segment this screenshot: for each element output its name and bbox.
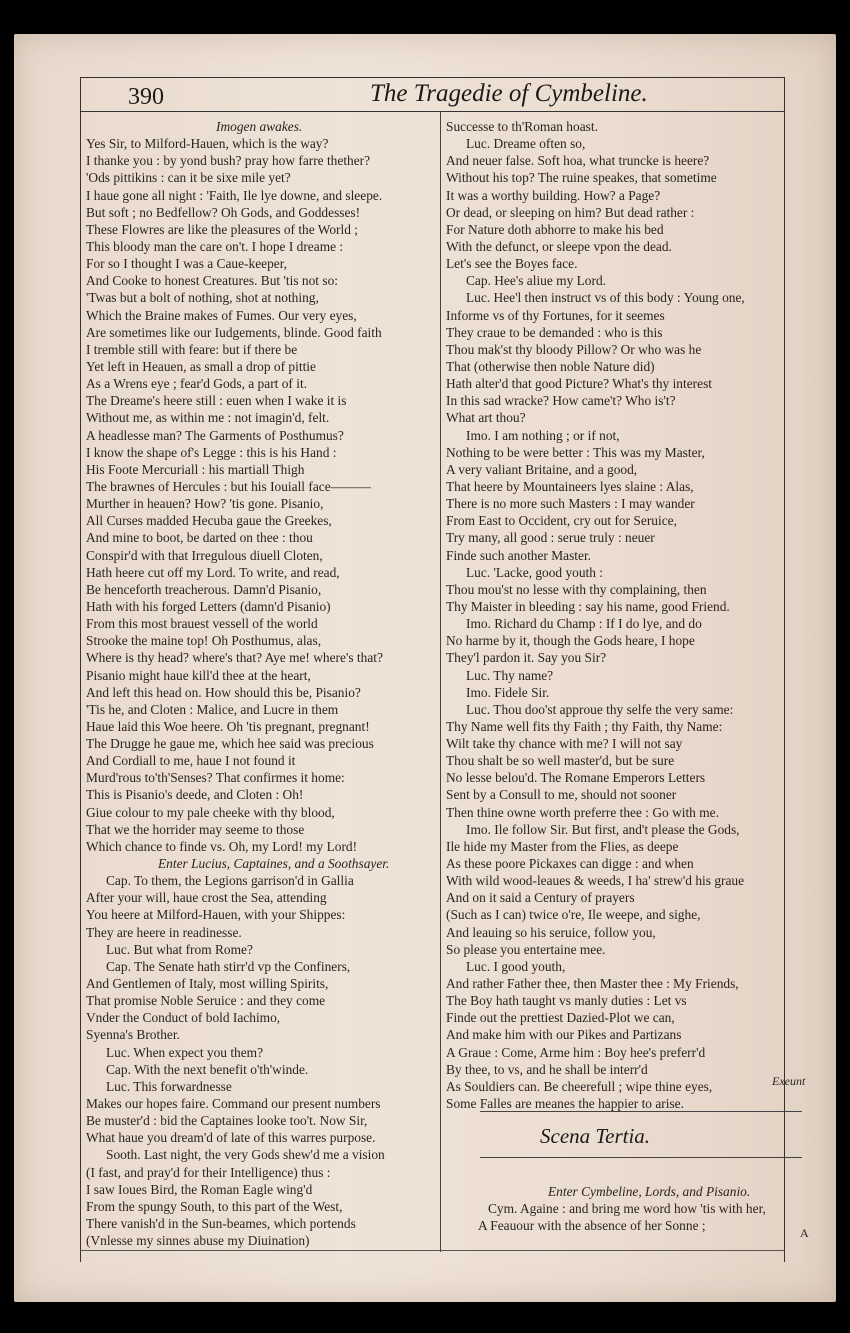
text-line: So please you entertaine mee. (446, 941, 606, 957)
text-line: 'Ods pittikins : can it be sixe mile yet? (86, 170, 291, 186)
text-line: From this most brauest vessell of the world (86, 616, 318, 632)
text-line: Murther in heauen? How? 'tis gone. Pisanio, (86, 496, 324, 512)
text-line: It was a worthy building. How? a Page? (446, 187, 661, 203)
text-line: Sent by a Consull to me, should not sooner (446, 787, 677, 803)
scene-opening (478, 1183, 808, 1234)
text-line: Imo. Richard du Champ : If I do lye, and do (466, 616, 702, 632)
top-rule (80, 77, 785, 78)
text-line: With wild wood-leaues & weeds, I ha' strew'd his graue (446, 873, 745, 889)
text-line: And mine to boot, be darted on thee : thou (86, 530, 313, 546)
running-title: The Tragedie of Cymbeline. (370, 80, 648, 107)
stage-direction: Enter Lucius, Captaines, and a Soothsayer. (158, 856, 390, 872)
column-divider (440, 112, 441, 1252)
text-line: That heere by Mountaineers lyes slaine : Alas, (446, 478, 694, 494)
text-line: And leauing so his seruice, follow you, (446, 924, 656, 940)
text-line: Are sometimes like our Iudgements, blinde. Good faith (86, 324, 382, 340)
text-line: From East to Occident, cry out for Seruice, (446, 513, 677, 529)
text-line: A headlesse man? The Garments of Posthumus? (86, 427, 344, 443)
text-line: (I fast, and pray'd for their Intelligence) thus : (86, 1164, 331, 1180)
text-line: Ile hide my Master from the Flies, as deepe (446, 838, 679, 854)
text-line: Thou shalt be so well master'd, but be sure (446, 753, 675, 769)
text-line: Imo. I am nothing ; or if not, (466, 427, 620, 443)
text-line: Finde such another Master. (446, 547, 592, 563)
text-line: Where is thy head? where's that? Aye me! where's that? (86, 650, 383, 666)
text-line: Giue colour to my pale cheeke with thy blood, (86, 804, 335, 820)
text-line: Informe vs of thy Fortunes, for it seemes (446, 307, 665, 323)
text-line: Conspir'd with that Irregulous diuell Cloten, (86, 547, 323, 563)
right-column (446, 118, 784, 1112)
text-line: And make him with our Pikes and Partizans (446, 1027, 682, 1043)
text-line: Hath alter'd that good Picture? What's thy interest (446, 376, 712, 392)
text-line: The Dreame's heere still : euen when I wake it is (86, 393, 347, 409)
text-line: There vanish'd in the Sun-beames, which portends (86, 1216, 356, 1231)
text-line: What haue you dream'd of late of this warres purpose. (86, 1130, 376, 1146)
stage-direction: Enter Cymbeline, Lords, and Pisanio. (548, 1184, 751, 1199)
text-line: That we the horrider may seeme to those (86, 821, 305, 837)
text-line: By thee, to vs, and he shall be interr'd (446, 1061, 648, 1077)
text-line: Some Falles are meanes the happier to arise. (446, 1096, 684, 1112)
text-line: Then thine owne worth preferre thee : Go with me. (446, 804, 719, 820)
text-line: For Nature doth abhorre to make his bed (446, 221, 664, 237)
text-line: Imo. Fidele Sir. (466, 684, 550, 700)
text-line: From the spungy South, to this part of the West, (86, 1198, 343, 1214)
text-line: (Vnlesse my sinnes abuse my Diuination) (86, 1233, 310, 1249)
text-line: Without me, as within me : not imagin'd, felt. (86, 410, 330, 426)
text-line: This bloody man the care on't. I hope I dreame : (86, 238, 344, 254)
text-line: Without his top? The ruine speakes, that sometime (446, 170, 717, 186)
text-line: As a Wrens eye ; fear'd Gods, a part of it. (86, 376, 308, 392)
text-line: But soft ; no Bedfellow? Oh Gods, and Goddesses! (86, 204, 361, 220)
text-line: No lesse belou'd. The Romane Emperors Letters (446, 770, 706, 786)
text-line: Thou mou'st no lesse with thy complaining, then (446, 581, 707, 597)
text-line: Vnder the Conduct of bold Iachimo, (86, 1010, 281, 1026)
bottom-rule (80, 1250, 785, 1251)
text-line: With the defunct, or sleepe vpon the dead. (446, 238, 672, 254)
text-line: No harme by it, though the Gods heare, I hope (446, 633, 695, 649)
text-line: There is no more such Masters : I may wander (446, 496, 695, 512)
text-line: Let's see the Boyes face. (446, 256, 578, 272)
text-line: I haue gone all night : 'Faith, Ile lye downe, and sleepe. (86, 187, 383, 203)
exeunt-direction: Exeunt (772, 1074, 806, 1088)
text-line: Sooth. Last night, the very Gods shew'd me a vision (106, 1147, 385, 1163)
page-number: 390 (128, 84, 164, 110)
text-line: 'Twas but a bolt of nothing, shot at nothing, (86, 290, 319, 306)
text-line: Luc. This forwardnesse (106, 1078, 232, 1094)
text-line: Makes our hopes faire. Command our present numbers (86, 1096, 381, 1112)
text-line: That (otherwise then noble Nature did) (446, 358, 655, 374)
text-line: Try many, all good : serue truly : neuer (446, 530, 655, 546)
text-line: Cap. With the next benefit o'th'winde. (106, 1061, 309, 1077)
text-line: Which the Braine makes of Fumes. Our very eyes, (86, 307, 357, 323)
text-line: Wilt take thy chance with me? I will not say (446, 736, 683, 752)
text-line: Cym. Againe : and bring me word how 'tis with her, (488, 1201, 766, 1217)
left-column (86, 118, 436, 1249)
text-line: Luc. But what from Rome? (106, 941, 253, 957)
text-line: Thy Name well fits thy Faith ; thy Faith, thy Name: (446, 718, 723, 734)
text-line: They craue to be demanded : who is this (446, 324, 663, 340)
text-line: This is Pisanio's deede, and Cloten : Oh! (86, 787, 304, 803)
text-line: Which chance to finde vs. Oh, my Lord! my Lord! (86, 838, 358, 854)
text-line: As Souldiers can. Be cheerefull ; wipe thine eyes, (446, 1078, 713, 1094)
text-line: (Such as I can) twice o're, Ile weepe, and sighe, (446, 907, 701, 923)
text-line: Luc. 'Lacke, good youth : (466, 564, 604, 580)
text-line: You heere at Milford-Hauen, with your Shippes: (86, 907, 346, 923)
text-line: Be muster'd : bid the Captaines looke too't. Now Sir, (86, 1113, 368, 1129)
text-line: Be henceforth treacherous. Damn'd Pisanio, (86, 581, 322, 597)
text-line: Luc. Hee'l then instruct vs of this body : Young one, (466, 290, 745, 306)
text-line: Haue laid this Woe heere. Oh 'tis pregnant, pregnant! (86, 718, 370, 734)
text-line: Successe to th'Roman hoast. (446, 119, 598, 134)
text-line: That promise Noble Seruice : and they come (86, 993, 326, 1009)
text-line: 'Tis he, and Cloten : Malice, and Lucre in them (86, 701, 339, 717)
text-line: And Cordiall to me, haue I not found it (86, 753, 296, 769)
text-line: As these poore Pickaxes can digge : and when (446, 856, 694, 872)
text-line: In this sad wracke? How came't? Who is't? (446, 393, 676, 409)
text-line: Thy Maister in bleeding : say his name, good Friend. (446, 598, 730, 614)
text-line: I thanke you : by yond bush? pray how farre thether? (86, 153, 371, 169)
text-line: For so I thought I was a Caue-keeper, (86, 256, 288, 272)
text-line: They are heere in readinesse. (86, 924, 242, 940)
text-line: All Curses madded Hecuba gaue the Greekes, (86, 513, 332, 529)
text-line: Cap. The Senate hath stirr'd vp the Confiners, (106, 958, 351, 974)
text-line: A Feauour with the absence of her Sonne ; (478, 1218, 706, 1234)
text-line: Or dead, or sleeping on him? But dead rather : (446, 204, 695, 220)
text-line: After your will, haue crost the Sea, attending (86, 890, 327, 906)
text-line: Cap. Hee's aliue my Lord. (466, 273, 607, 289)
text-line: Finde out the prettiest Dazied-Plot we can, (446, 1010, 675, 1026)
text-line: Luc. When expect you them? (106, 1044, 264, 1060)
text-line: Strooke the maine top! Oh Posthumus, alas, (86, 633, 322, 649)
text-line: And neuer false. Soft hoa, what truncke is heere? (446, 153, 710, 169)
text-line: Imo. Ile follow Sir. But first, and't please the Gods, (466, 821, 740, 837)
text-line: The brawnes of Hercules : but his Iouiall face——— (86, 478, 371, 494)
text-line: Pisanio might haue kill'd thee at the heart, (86, 667, 311, 683)
text-line: And Cooke to honest Creatures. But 'tis not so: (86, 273, 338, 289)
text-line: His Foote Mercuriall : his martiall Thigh (86, 461, 305, 477)
text-line: A Graue : Come, Arme him : Boy hee's preferr'd (446, 1044, 706, 1060)
text-line: Luc. Thy name? (466, 667, 554, 683)
text-line: Hath heere cut off my Lord. To write, and read, (86, 564, 340, 580)
scene-rule-top (480, 1111, 802, 1112)
text-line: Yes Sir, to Milford-Hauen, which is the way? (86, 136, 329, 152)
scene-rule-bottom (480, 1157, 802, 1158)
text-line: Cap. To them, the Legions garrison'd in Gallia (106, 873, 354, 889)
text-line: Nothing to be were better : This was my Master, (446, 444, 705, 460)
catchword: A (800, 1226, 809, 1240)
text-line: I know the shape of's Legge : this is his Hand : (86, 444, 337, 460)
left-border (80, 77, 81, 1262)
text-line: Luc. Dreame often so, (466, 136, 586, 152)
text-line: And rather Father thee, then Master thee : My Friends, (446, 976, 739, 992)
text-line: They'l pardon it. Say you Sir? (446, 650, 607, 666)
text-line: Thou mak'st thy bloody Pillow? Or who was he (446, 341, 702, 357)
scene-title: Scena Tertia. (540, 1124, 651, 1148)
text-line: These Flowres are like the pleasures of the World ; (86, 221, 358, 237)
text-line: And on it said a Century of prayers (446, 890, 635, 906)
text-line: Murd'rous to'th'Senses? That confirmes it home: (86, 770, 345, 786)
text-line: Yet left in Heauen, as small a drop of pittie (86, 358, 316, 374)
text-line: The Drugge he gaue me, which hee said was precious (86, 736, 374, 752)
text-line: I tremble still with feare: but if there be (86, 341, 298, 357)
text-line: Syenna's Brother. (86, 1027, 180, 1043)
text-line: And Gentlemen of Italy, most willing Spirits, (86, 976, 329, 992)
text-line: And left this head on. How should this be, Pisanio? (86, 684, 361, 700)
text-line: A very valiant Britaine, and a good, (446, 461, 638, 477)
header-rule (80, 111, 785, 112)
text-line: Luc. I good youth, (466, 958, 566, 974)
text-line: Luc. Thou doo'st approue thy selfe the very same: (466, 701, 734, 717)
text-line: What art thou? (446, 410, 526, 426)
stage-direction: Imogen awakes. (216, 119, 303, 134)
text-line: The Boy hath taught vs manly duties : Let vs (446, 993, 687, 1009)
text-line: Hath with his forged Letters (damn'd Pisanio) (86, 598, 331, 614)
text-line: I saw Ioues Bird, the Roman Eagle wing'd (86, 1181, 313, 1197)
